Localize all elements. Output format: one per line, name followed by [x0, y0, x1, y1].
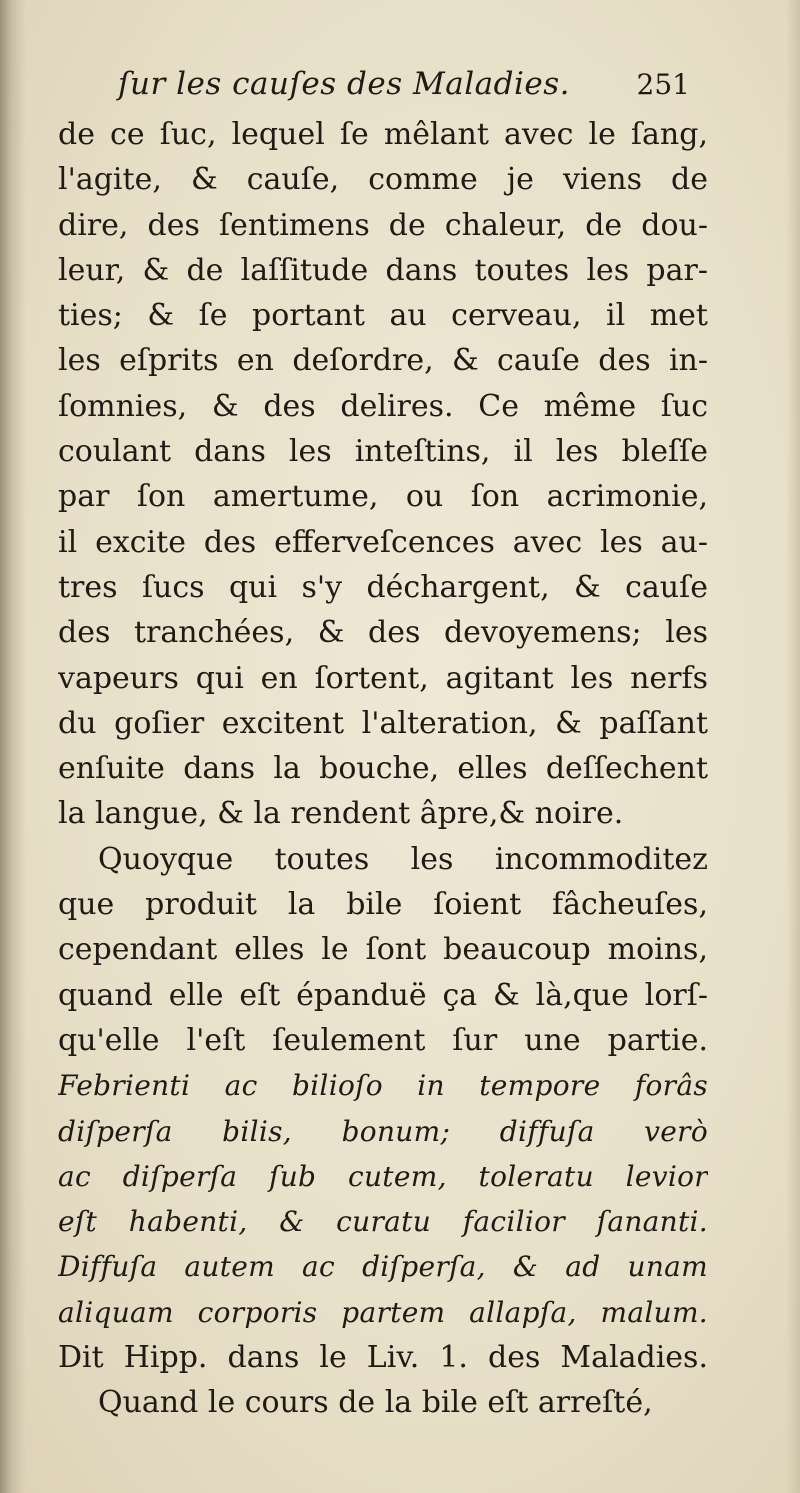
- text-line: tres ſucs qui s'y déchargent, & cauſe: [58, 569, 708, 605]
- binding-gutter-shadow: [0, 0, 26, 1493]
- text-line: coulant dans les inteſtins, il les bleſſe: [58, 434, 708, 470]
- latin-quote-line: eſt habenti, & curatu facilior ſananti.: [58, 1205, 708, 1239]
- text-line: quand elle eſt épanduë ça & là,que lorſ-: [58, 977, 708, 1013]
- text-line: ties; & ſe portant au cerveau, il met: [58, 298, 708, 334]
- latin-quote-line: ac diſperſa ſub cutem, toleratu levior: [58, 1159, 708, 1193]
- text-line: que produit la bile ſoient fâcheuſes,: [58, 887, 708, 923]
- text-line: des tranchées, & des devoyemens; les: [58, 615, 708, 651]
- latin-quote-line: aliquam corporis partem allapſa, malum.: [58, 1295, 708, 1329]
- text-line: leur, & de laſſitude dans toutes les par-: [58, 252, 708, 288]
- text-line: il excite des efferveſcences avec les au-: [58, 524, 708, 560]
- citation-line: Dit Hipp. dans le Liv. 1. des Maladies.: [58, 1340, 708, 1376]
- text-line: ſomnies, & des delires. Ce même ſuc: [58, 388, 708, 424]
- text-line: l'agite, & cauſe, comme je viens de: [58, 162, 708, 198]
- text-line: dire, des ſentimens de chaleur, de dou-: [58, 207, 708, 243]
- text-line: de ce ſuc, lequel ſe mêlant avec le ſang,: [58, 117, 708, 152]
- body-text: [58, 112, 708, 1426]
- running-title: ſur les cauſes des Maladies.: [118, 66, 570, 102]
- paragraph-start-line: Quoyque toutes les incommoditez: [98, 841, 708, 877]
- text-line: cependant elles le ſont beaucoup moins,: [58, 932, 708, 968]
- text-line: vapeurs qui en ſortent, agitant les nerfs: [58, 660, 708, 696]
- paragraph-start-line: Quand le cours de la bile eſt arreſté,: [98, 1385, 653, 1421]
- latin-quote-line: Febrienti ac bilioſo in tempore forâs: [58, 1069, 708, 1103]
- latin-quote-line: diſperſa bilis, bonum; diffuſa verò: [58, 1114, 708, 1148]
- text-line: par ſon amertume, ou ſon acrimonie,: [58, 479, 708, 515]
- page-number: 251: [636, 68, 690, 101]
- text-line: les eſprits en deſordre, & cauſe des in-: [58, 343, 708, 379]
- text-line: du goſier excitent l'alteration, & paſſant: [58, 705, 708, 741]
- latin-quote-line: Diffuſa autem ac diſperſa, & ad unam: [58, 1250, 708, 1284]
- page-edge-shading: [786, 0, 800, 1493]
- text-line: enſuite dans la bouche, elles deſſechent: [58, 751, 708, 787]
- text-line: la langue, & la rendent âpre,& noire.: [58, 796, 624, 832]
- text-line: qu'elle l'eſt ſeulement ſur une partie.: [58, 1022, 708, 1058]
- page-header: [118, 66, 688, 112]
